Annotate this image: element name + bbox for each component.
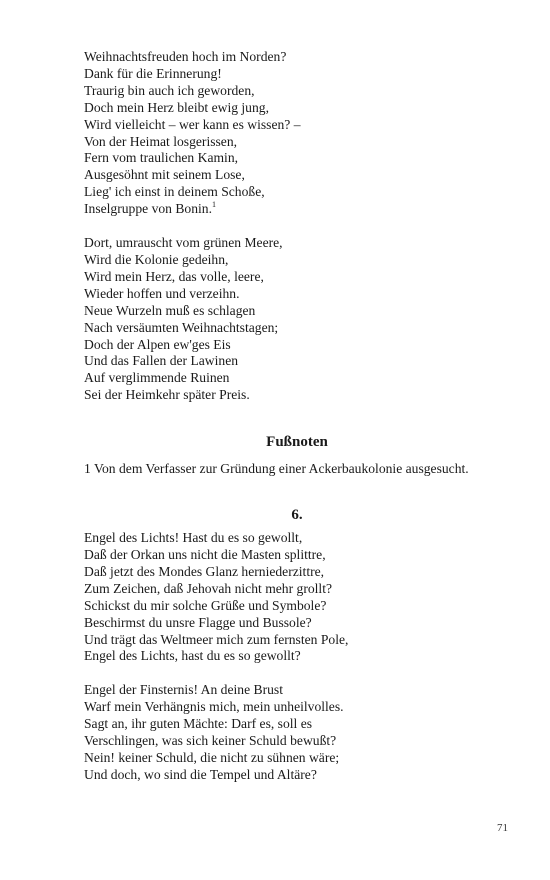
book-page [84, 49, 510, 784]
poem-line: Warf mein Verhängnis mich, mein unheilvolles. [84, 699, 344, 715]
poem-line: Doch mein Herz bleibt ewig jung, [84, 99, 269, 115]
poem-line: Wieder hoffen und verzeihn. [84, 285, 240, 301]
poem-line: Weihnachtsfreuden hoch im Norden? [84, 49, 287, 64]
poem-line: Engel des Lichts! Hast du es so gewollt, [84, 530, 303, 546]
poem-line-text: Inselgruppe von Bonin. [84, 201, 212, 217]
stanza-gap [84, 218, 510, 235]
poem-line: Fern vom traulichen Kamin, [84, 150, 239, 166]
poem-line: Wird mein Herz, das volle, leere, [84, 268, 264, 284]
footnote-text: 1 Von dem Verfasser zur Gründung einer Ackerbaukolonie ausgesucht. [84, 461, 469, 477]
poem-line: Engel des Lichts, hast du es so gewollt? [84, 648, 301, 664]
poem-line: Daß jetzt des Mondes Glanz herniederzittre, [84, 563, 325, 579]
poem-line: Ausgesöhnt mit seinem Lose, [84, 167, 245, 183]
poem5-stanza-2 [84, 235, 510, 404]
poem-line: Traurig bin auch ich geworden, [84, 82, 255, 98]
poem6-stanza-1 [84, 530, 510, 665]
poem5-stanza-1 [84, 49, 510, 218]
poem-line: Daß der Orkan uns nicht die Masten splittre, [84, 547, 326, 563]
poem-line: Von der Heimat losgerissen, [84, 133, 238, 149]
poem-line: Neue Wurzeln muß es schlagen [84, 302, 256, 318]
poem-line: Schickst du mir solche Grüße und Symbole? [84, 597, 327, 613]
page-number: 71 [497, 822, 508, 834]
poem-line: Und trägt das Weltmeer mich zum fernsten Pole, [84, 631, 349, 647]
poem-line: Auf verglimmende Ruinen [84, 370, 230, 386]
poem-line: Nach versäumten Weihnachtstagen; [84, 319, 279, 335]
poem-line: Verschlingen, was sich keiner Schuld bewußt? [84, 733, 337, 749]
footnotes-heading: Fußnoten [266, 434, 328, 451]
poem-line: Und doch, wo sind die Tempel und Altäre? [84, 766, 317, 782]
poem-line: Dank für die Erinnerung! [84, 65, 222, 81]
poem-line-with-footnote [84, 201, 510, 218]
poem-line: Sagt an, ihr guten Mächte: Darf es, soll es [84, 716, 313, 732]
poem-line: Sei der Heimkehr später Preis. [84, 387, 250, 403]
poem-line: Engel der Finsternis! An deine Brust [84, 682, 283, 698]
poem-line: Beschirmst du unsre Flagge und Bussole? [84, 614, 312, 630]
poem-line: Doch der Alpen ew'ges Eis [84, 336, 231, 352]
poem-line: Dort, umrauscht vom grünen Meere, [84, 235, 283, 251]
footnote-reference[interactable]: 1 [212, 200, 216, 210]
poem6-heading: 6. [291, 507, 303, 524]
poem-line: Nein! keiner Schuld, die nicht zu sühnen wäre; [84, 750, 340, 765]
stanza-gap [84, 665, 510, 682]
poem-line: Lieg' ich einst in deinem Schoße, [84, 184, 265, 200]
poem-line: Und das Fallen der Lawinen [84, 353, 239, 369]
poem6-stanza-2 [84, 682, 510, 783]
poem-line: Wird vielleicht – wer kann es wissen? – [84, 116, 301, 132]
poem-line: Zum Zeichen, daß Jehovah nicht mehr grollt? [84, 580, 333, 596]
poem-line: Wird die Kolonie gedeihn, [84, 251, 229, 267]
